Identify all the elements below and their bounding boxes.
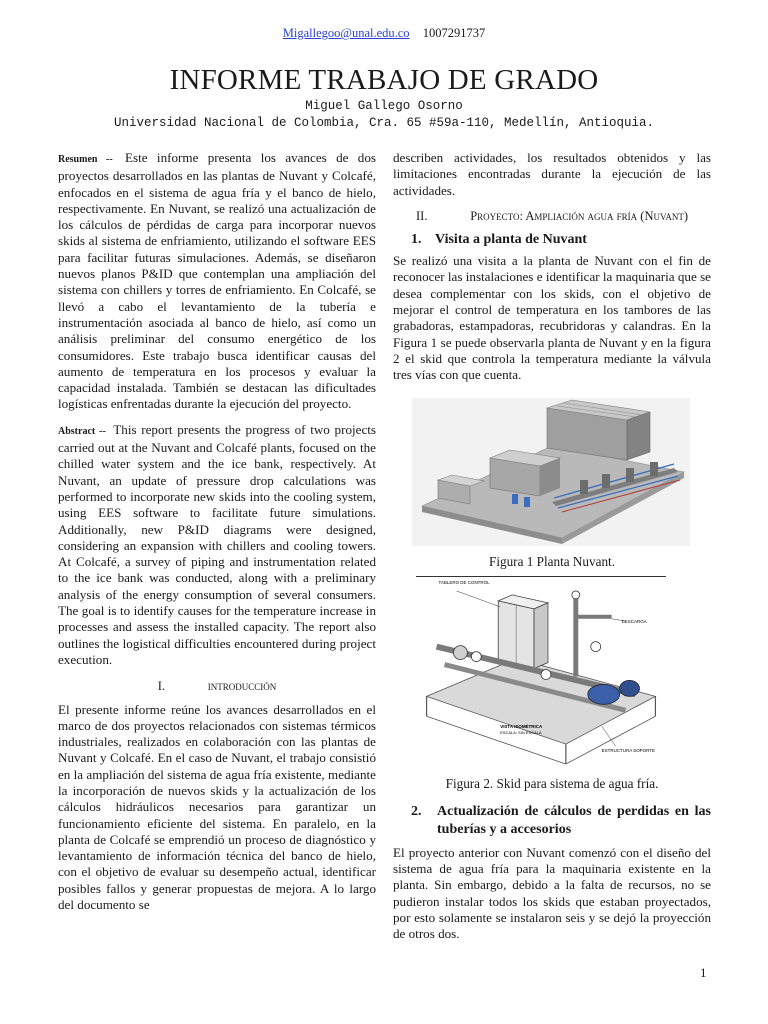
sub2-heading: [411, 803, 711, 839]
intro-continuation: describen actividades, los resultados obtenidos y las limitaciones encontradas durante la ejecución de las actividades.: [393, 150, 711, 198]
label-vista: VISTA ISOMÉTRICA: [500, 724, 543, 730]
contact-line: [0, 26, 768, 41]
figure-1-caption: Figura 1 Planta Nuvant.: [489, 553, 615, 569]
sub1-number: 1.: [411, 232, 422, 248]
sub2-title: Actualización de cálculos de perdidas en las tuberías y a accesorios: [437, 803, 711, 837]
label-escala: ESCALA: SIN ESCALA: [500, 730, 542, 736]
resumen-text: Este informe presenta los avances de dos proyectos desarrollados en las plantas de Nuvant y Colcafé, enfocados en el sistema de agua fría y el banco de hielo, respectivamente. En Nuvant, se realizó una actualización de los cálculos de pérdidas de carga para incorporar nuevos skids al sistema de enfriamiento, utilizando el software EES para facilitar futuras simulaciones. Además, se diseñaron nuevos planos P&ID que contemplan una ampliación del sistema con chillers y torres de enfriamiento. En Colcafé, se llevó a cabo el levantamiento de la tubería e instrumentación asociada al banco de hielo, así como un análisis preliminar del consumo energético de los consumidores. Este trabajo busca identificar causas del aumento de temperatura en los procesos y evaluar la capacidad instalada. También se destacan las dificultades logísticas enfrentadas durante la ejecución del proyecto.: [58, 150, 376, 412]
left-column: [58, 150, 376, 922]
resumen-label: Resumen --: [58, 154, 113, 165]
affiliation: Universidad Nacional de Colombia, Cra. 65 #59a-110, Medellín, Antioquia.: [113, 116, 655, 130]
label-tablero: TABLERO DE CONTROL: [438, 580, 490, 586]
resumen-paragraph: [58, 150, 376, 413]
right-column: [393, 150, 711, 952]
email-link[interactable]: Migallegoo@unal.edu.co: [282, 26, 410, 40]
figure-2-skid-image: [416, 576, 666, 768]
abstract-label: Abstract --: [58, 425, 106, 437]
section2-number: II.: [416, 208, 428, 223]
label-descarga: DESCARGA: [621, 618, 647, 624]
label-estructura: ESTRUCTURA SOPORTE: [601, 748, 655, 754]
intro-title: introducción: [207, 679, 277, 694]
intro-number: I.: [157, 679, 166, 694]
abstract-paragraph: [58, 422, 376, 668]
intro-paragraph: El presente informe reúne los avances desarrollados en el marco de dos proyectos relacionados con sistemas térmicos industriales, realizados en colaboración con las plantas de Nuvant y Colcafé. En el caso de Nuvant, el trabajo consistió en la ampliación del sistema de agua fría existente, mediante la incorporación de nuevos skids y la actualización de los cálculos hidráulicos necesarios para garantizar un funcionamiento eficiente del sistema. En paralelo, en la planta de Colcafé se emprendió un proceso de diagnóstico y levantamiento de información técnica del banco de hielo, con el objetivo de evaluar su desempeño actual, identificar posibles fallos y generar propuestas de mejora. A lo largo del documento se: [58, 701, 376, 913]
sub1-title: Visita a planta de Nuvant: [435, 232, 587, 248]
author-name: Miguel Gallego Osorno: [305, 99, 463, 113]
paper-title: INFORME TRABAJO DE GRADO: [169, 64, 599, 96]
sub2-paragraph: El proyecto anterior con Nuvant comenzó con el diseño del sistema de agua fría para la maquinaria existente en la planta. Sin embargo, debido a la falta de recursos, no se pudieron instalar todos los skids que estaban proyectados, por esto solamente se instalaron seis y se dejó la proyección de otros dos.: [393, 844, 711, 942]
intro-heading: [58, 678, 376, 695]
figure-1-plant-image: [412, 398, 690, 546]
figure-2-caption: Figura 2. Skid para sistema de agua fría.: [445, 776, 659, 792]
section2-heading: [393, 208, 711, 225]
abstract-text: This report presents the progress of two projects carried out at the Nuvant and Colcafé plants, focused on the chilled water system and the ice bank, respectively. At Nuvant, an update of pressure drop calculations was performed to incorporate new skids into the cooling system, using EES software to facilitate future simulations. Additionally, new P&ID diagrams were designed, considering an expansion with chillers and cooling towers. At Colcafé, a survey of piping and instrumentation related to the ice bank was conducted, along with a preliminary analysis of the energy consumption of several consumers. The goal is to identify causes for the temperature increase in processes and assess the installed capacity. The report also outlines the logistical difficulties encountered during project execution.: [58, 421, 376, 667]
sub2-number: 2.: [411, 803, 422, 819]
sub1-paragraph: Se realizó una visita a la planta de Nuvant con el fin de reconocer las instalaciones e identificar la maquinaria que se desea complementar con los skids, con el objetivo de mejorar el control de temperatura en los tambores de las grabadoras, estampadoras, recubridoras y calandras. En la Figura 1 se puede observarla planta de Nuvant y en la figura 2 el skid que controla la temperatura mediante la válvula tres vías con que cuenta.: [393, 253, 711, 383]
sub1-heading: [411, 231, 711, 249]
phone-number: 1007291737: [422, 26, 486, 40]
page-number: 1: [700, 965, 707, 980]
section2-title: Proyecto: Ampliación agua fría (Nuvant): [470, 208, 688, 223]
